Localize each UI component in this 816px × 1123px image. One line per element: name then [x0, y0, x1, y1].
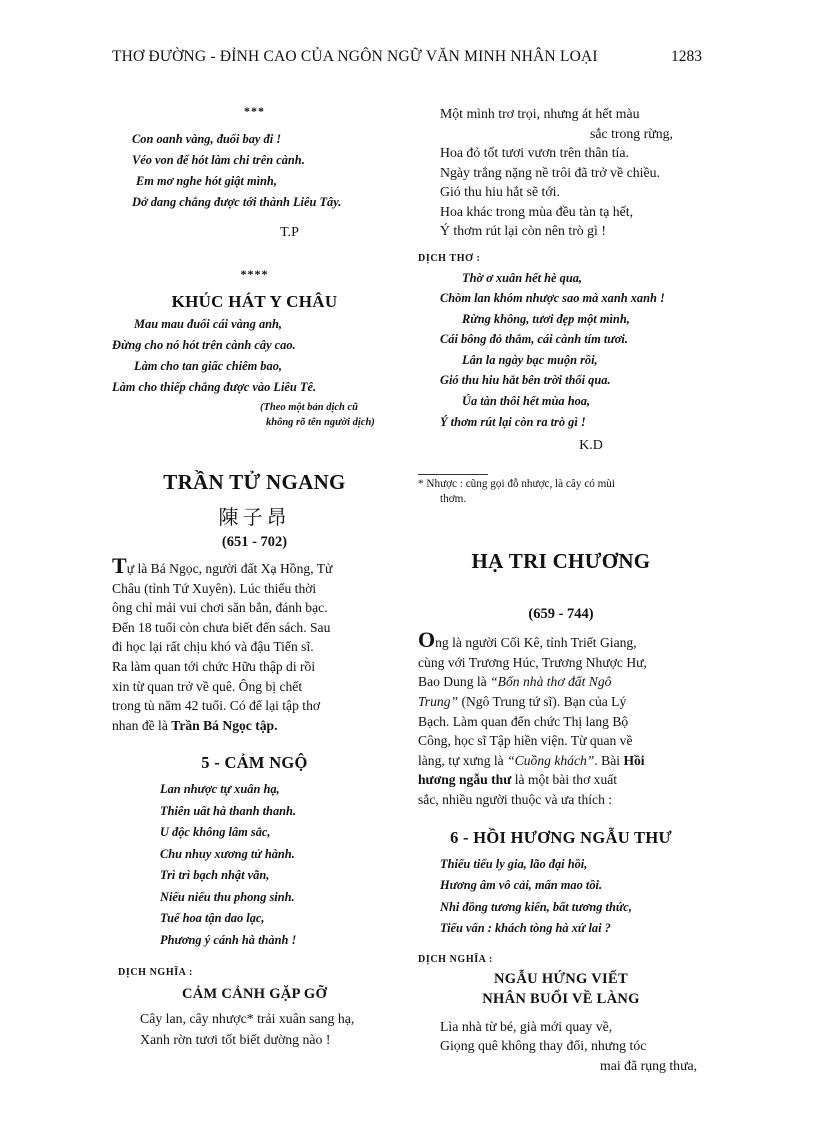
left-column: [112, 100, 397, 1050]
author-biography: Tự là Bá Ngọc, người đất Xạ Hồng, Tử Châu (tỉnh Tứ Xuyên). Lúc thiếu thời ông chỉ mải vui chơi săn bắn, đánh bạc. Đến 18 tuổi còn chưa biết đến sách. Sau đi học lại rất chịu khó và đậu Tiến sĩ. Ra làm quan tới chức Hữu thập di rồi xin từ quan trở về quê. Ông bị chết trong tù năm 42 tuổi. Có để lại tập thơ nhan đề là Trần Bá Ngọc tập.: [112, 553, 333, 733]
note-line: không rõ tên người dịch): [266, 417, 375, 428]
verse-line: Dở dang chẳng được tới thành Liêu Tây.: [132, 195, 342, 209]
verse-line: Thiếu tiểu ly gia, lão đại hồi,: [440, 856, 588, 871]
translation-line: Gió thu hiu hắt sẽ tới.: [440, 184, 560, 199]
collection-title: Trần Bá Ngọc tập.: [171, 717, 278, 733]
drop-cap: T: [112, 553, 127, 578]
poem-original: [112, 779, 397, 951]
poetic-translation: [418, 268, 704, 433]
translation-line: Ngày trắng nặng nề trôi đã trở về chiều.: [440, 164, 660, 180]
author-dates: (651 - 702): [221, 534, 288, 550]
author-name: HẠ TRI CHƯƠNG: [471, 549, 651, 574]
verse-line: Ý thơm rút lại còn ra trò gì !: [440, 414, 586, 429]
verse-line: Thiên uất hà thanh thanh.: [160, 803, 297, 818]
verse-line: Chòm lan khóm nhược sao mà xanh xanh !: [440, 291, 665, 306]
translation-line: Xanh rờn tươi tốt biết dường nào !: [140, 1031, 331, 1047]
verse-line: Niểu niểu thu phong sinh.: [160, 889, 295, 904]
section-label: DỊCH NGHĨA :: [418, 953, 493, 965]
section-separator: ****: [240, 267, 269, 281]
footnote-line: thơm.: [440, 493, 467, 506]
verse-line: Tuế hoa tận dao lạc,: [160, 911, 265, 926]
translation-line: Hoa khác trong mùa đều tàn tạ hết,: [440, 203, 634, 219]
verse-line: Hương âm vô cải, mấn mao tồi.: [440, 878, 603, 893]
running-title: THƠ ĐƯỜNG - ĐỈNH CAO CỦA NGÔN NGỮ VĂN MINH NHÂN LOẠI: [112, 48, 598, 65]
translation-line: Một mình trơ trọi, nhưng át hết màu: [440, 106, 640, 121]
translator-signature: T.P: [280, 225, 299, 240]
verse-line: Chu nhuy xương tử hành.: [160, 846, 295, 861]
footnote-line: * Nhược : cũng gọi đỗ nhược, là cây có mùi: [418, 478, 616, 491]
verse-line: U độc không lâm sắc,: [160, 825, 271, 840]
author-biography: Ong là người Cối Kê, tỉnh Triết Giang, cùng với Trương Húc, Trương Nhược Hư, Bao Dung là “Bốn nhà thơ đất Ngô Trung” (Ngô Trung tứ sĩ). Bạn của Lý Bạch. Làm quan đến chức Thị lang Bộ Công, học sĩ Tập hiền viện. Từ quan về làng, tự xưng là “Cuồng khách”. Bài Hồi hương ngẫu thư là một bài thơ xuất sắc, nhiều người thuộc và ưa thích :: [418, 627, 647, 807]
section-label: DỊCH NGHĨA :: [118, 967, 193, 979]
verse-line: Con oanh vàng, đuổi bay đi !: [132, 132, 282, 146]
page-header: [112, 48, 702, 72]
footnote-rule: [418, 474, 488, 475]
translation-source-note: [112, 400, 397, 430]
verse-line: Phương ý cánh hà thành !: [160, 932, 297, 947]
verse-line: Mau mau đuổi cái vàng anh,: [134, 317, 283, 331]
verse-line: Em mơ nghe hót giật mình,: [136, 174, 277, 188]
translation-title: CẢM CẢNH GẶP GỠ: [181, 986, 328, 1003]
verse-line: Lân la ngày bạc muộn rồi,: [462, 352, 598, 367]
translation-line: Lìa nhà từ bé, già mới quay về,: [440, 1018, 613, 1034]
verse-line: Rừng không, tươi đẹp một mình,: [462, 311, 630, 326]
verse-line: Cái bông đỏ thắm, cái cành tím tươi.: [440, 332, 628, 347]
literal-translation-continued: [418, 104, 704, 241]
section-separator: ***: [244, 104, 265, 118]
translation-line: Giọng quê không thay đổi, nhưng tóc: [440, 1038, 647, 1054]
verse-line: Đừng cho nó hót trên cành cây cao.: [112, 338, 296, 352]
translation-line: mai đã rụng thưa,: [600, 1057, 698, 1073]
translation-line: Cây lan, cây nhược* trải xuân sang hạ,: [140, 1011, 355, 1027]
poem-title: 6 - HỒI HƯƠNG NGẪU THƯ: [450, 827, 672, 847]
right-column: [418, 104, 704, 1075]
verse-line: Làm cho thiếp chẳng được vào Liêu Tê.: [112, 380, 317, 394]
page-number: 1283: [671, 48, 702, 65]
verse-line: Thờ ơ xuân hết hè qua,: [462, 270, 583, 285]
translation-line: Ý thơm rút lại còn nên trò gì !: [440, 223, 606, 238]
translator-signature: K.D: [579, 438, 603, 454]
verse-line: Gió thu hiu hắt bên trời thổi qua.: [440, 373, 611, 388]
translation-line: Hoa đỏ tốt tươi vươn trên thân tía.: [440, 145, 629, 160]
verse-line: Làm cho tan giấc chiêm bao,: [134, 359, 282, 373]
verse-line: Úa tàn thôi hết mùa hoa,: [462, 394, 591, 409]
verse-line: Véo von để hót làm chi trên cành.: [132, 153, 305, 167]
verse-line: Trì trì bạch nhật vãn,: [160, 868, 270, 883]
author-dates: (659 - 744): [528, 606, 594, 623]
verse-line: Tiếu vấn : khách tòng hà xứ lai ?: [440, 921, 611, 936]
translation-line: sắc trong rừng,: [590, 125, 673, 141]
poem-translation-1: [112, 129, 397, 213]
section-label: DỊCH THƠ :: [418, 252, 481, 264]
poem-translation-2: [112, 314, 397, 398]
author-chinese-name: 陳子昂: [218, 505, 291, 529]
footnote: [418, 477, 704, 507]
drop-cap: O: [418, 627, 436, 653]
poem-original: [418, 854, 704, 940]
verse-line: Lan nhược tự xuân hạ,: [160, 782, 280, 797]
author-name: TRẦN TỬ NGANG: [163, 470, 346, 494]
literal-translation: [418, 1017, 704, 1076]
song-title: KHÚC HÁT Y CHÂU: [171, 292, 338, 311]
note-line: (Theo một bản dịch cũ: [260, 402, 359, 413]
translation-title: NGẪU HỨNG VIẾT NHÂN BUỔI VỀ LÀNG: [482, 970, 640, 1007]
poem-title: 5 - CẢM NGỘ: [201, 753, 308, 773]
verse-line: Nhi đồng tương kiến, bất tương thức,: [440, 899, 632, 914]
literal-translation: [112, 1009, 397, 1050]
